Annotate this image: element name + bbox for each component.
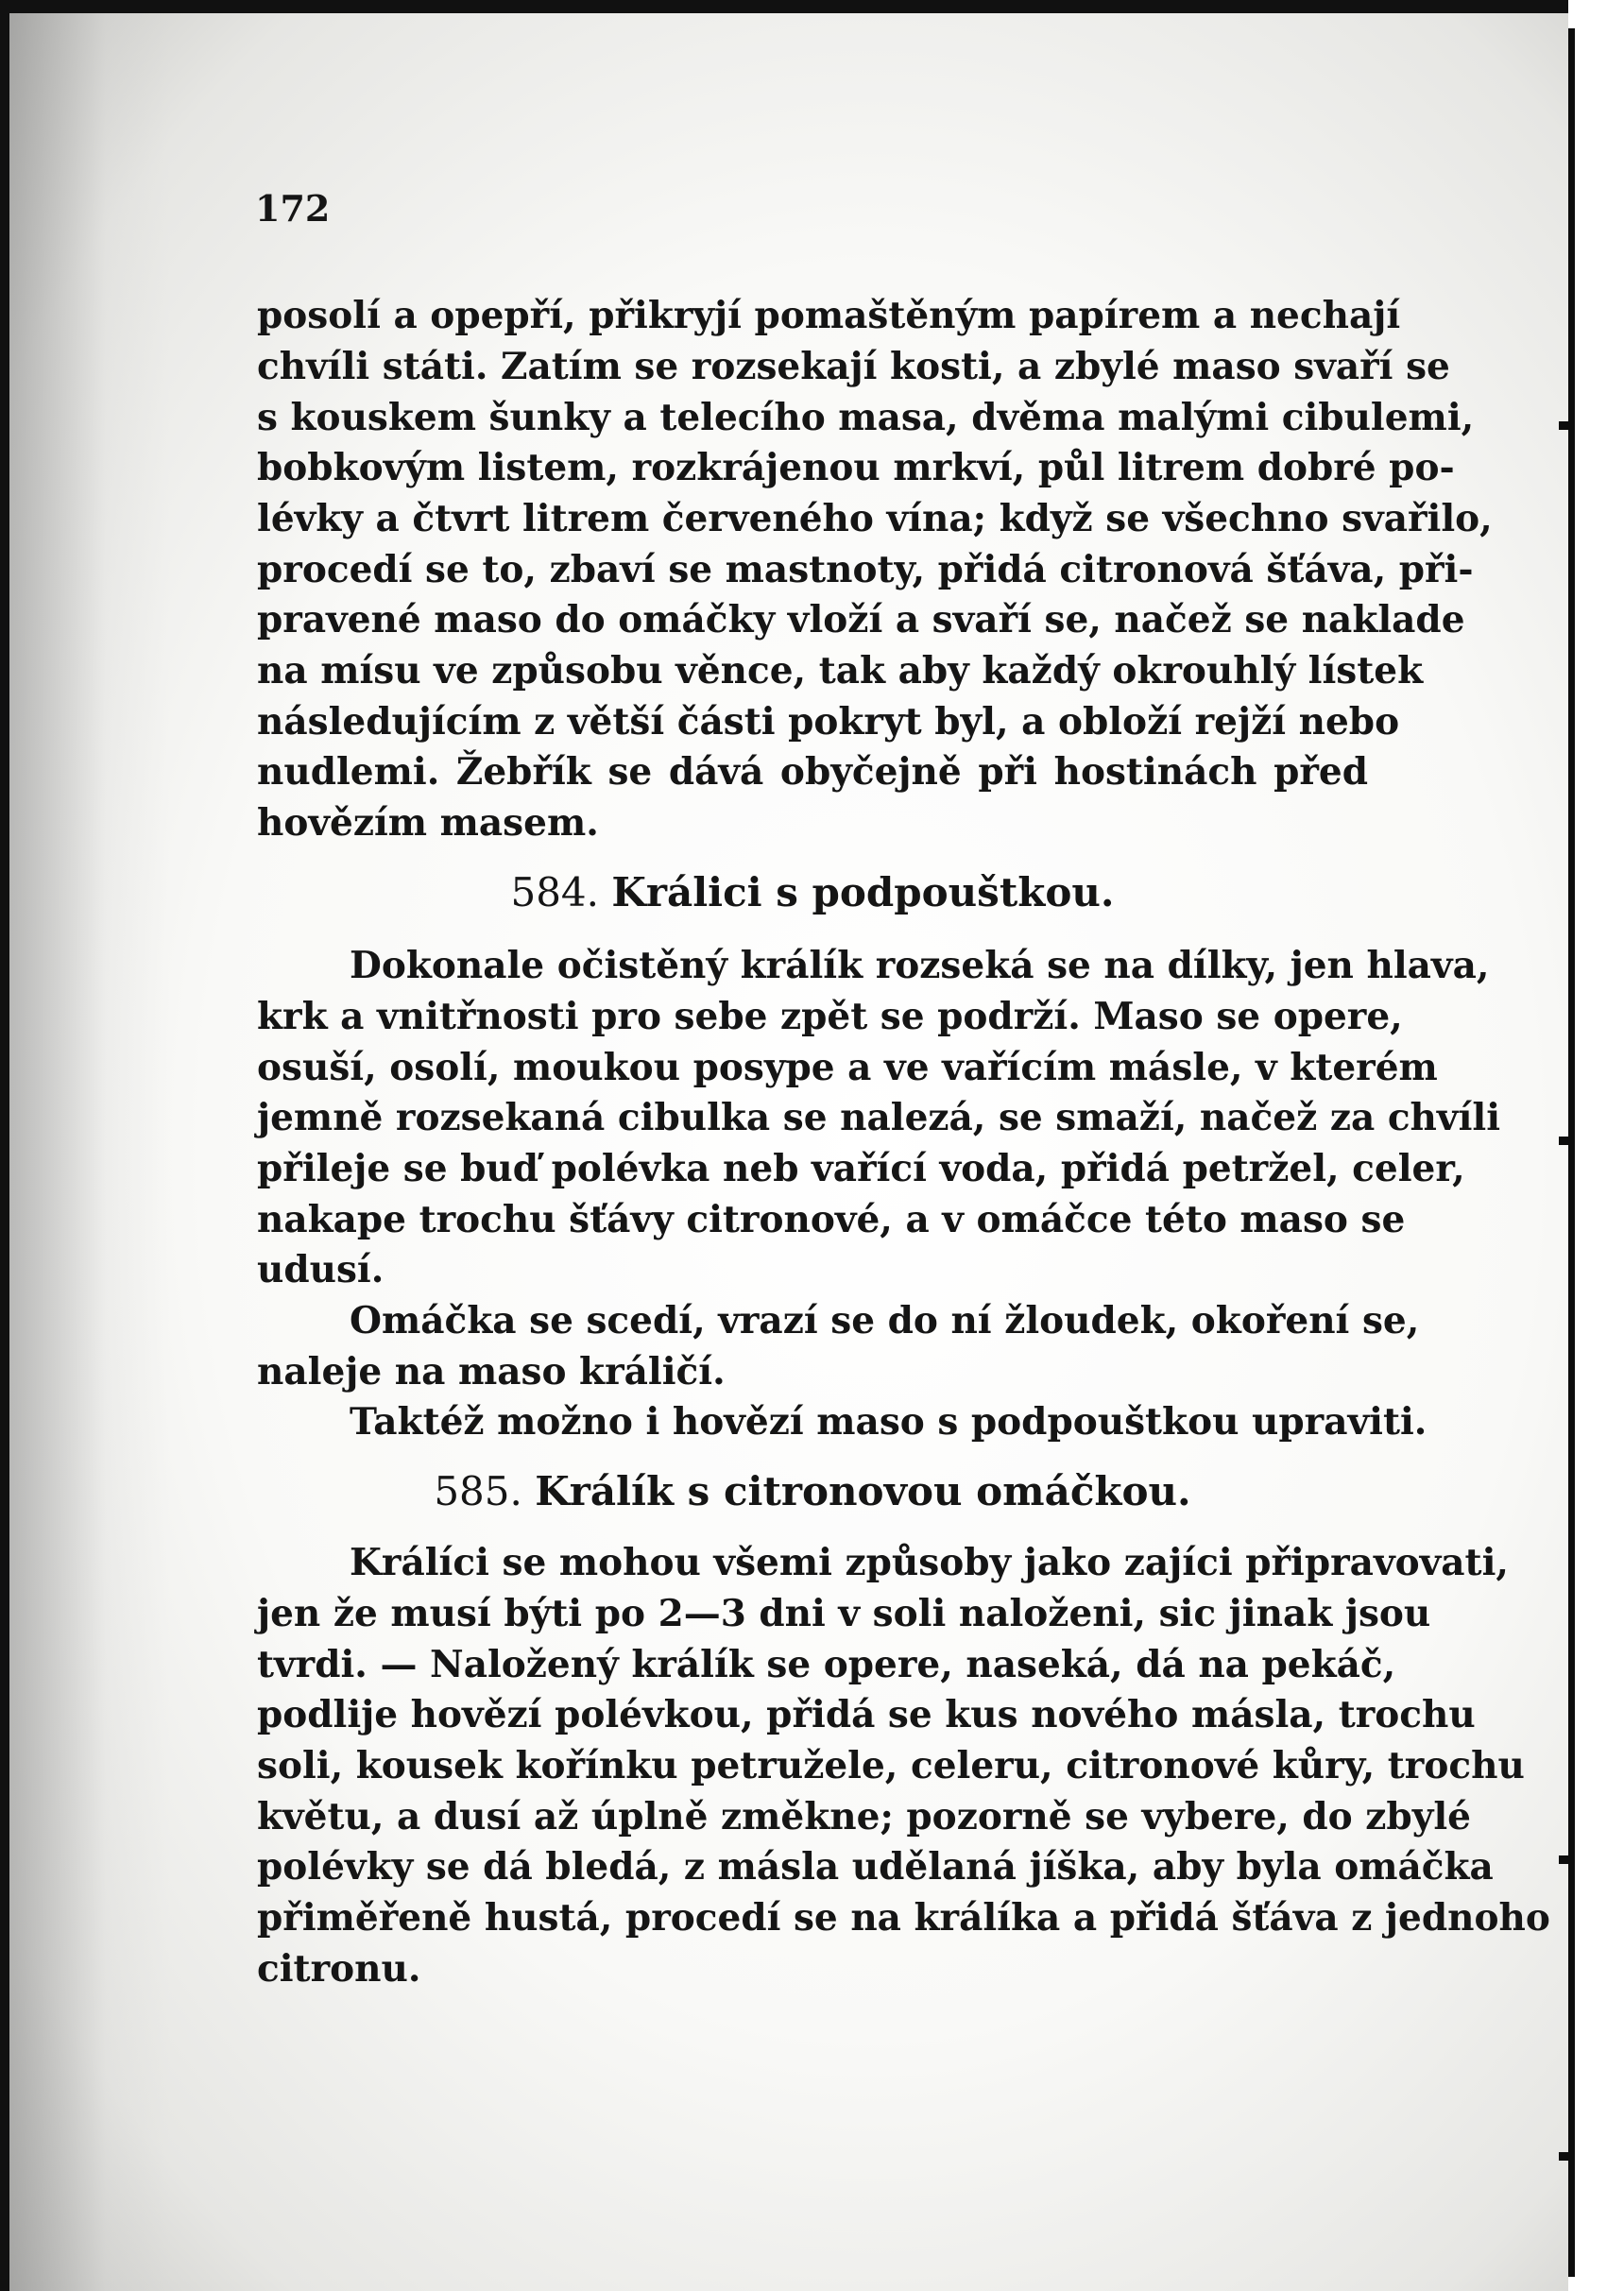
- binding-edge-line: [1568, 28, 1575, 2277]
- page-edge: [1568, 0, 1624, 2291]
- text-line: Omáčka se scedí, vrazí se do ní žloudek, okoření se,: [350, 1299, 1420, 1342]
- text-line: hovězím masem.: [257, 801, 599, 845]
- text-line: přileje se buď polévka neb vařící voda, přidá petržel, celer,: [257, 1147, 1465, 1190]
- text-line: s kouskem šunky a telecího masa, dvěma malými cibulemi,: [257, 396, 1475, 439]
- page-shadow: [9, 13, 170, 2291]
- text-line: následujícím z větší části pokryt byl, a obloží rejží nebo: [257, 700, 1400, 744]
- text-line: přiměřeně hustá, procedí se na králíka a přidá šťáva z jednoho: [257, 1896, 1550, 1940]
- recipe-title: Králík s citronovou omáčkou.: [535, 1468, 1191, 1514]
- recipe-number: 585.: [434, 1468, 522, 1514]
- text-line: polévky se dá bledá, z másla udělaná jíška, aby byla omáčka: [257, 1845, 1494, 1889]
- text-line: lévky a čtvrt litrem červeného vína; když se všechno svařilo,: [257, 497, 1493, 540]
- recipe-heading-584: [257, 864, 1368, 921]
- page-number: 172: [255, 187, 331, 230]
- recipe-title: Králici s podpouštkou.: [611, 869, 1115, 915]
- text-line: udusí.: [257, 1248, 385, 1291]
- text-line: Dokonale očistěný králík rozseká se na dílky, jen hlava,: [350, 944, 1490, 987]
- text-line: chvíli státi. Zatím se rozsekají kosti, a zbylé maso svaří se: [257, 345, 1450, 388]
- text-line: pravené maso do omáčky vloží a svaří se, načež se naklade: [257, 598, 1465, 641]
- text-line: jen že musí býti po 2—3 dni v soli naloženi, sic jinak jsou: [257, 1592, 1431, 1635]
- text-line: bobkovým listem, rozkrájenou mrkví, půl litrem dobré po-: [257, 446, 1455, 489]
- text-line: podlije hovězí polévkou, přidá se kus nového másla, trochu: [257, 1693, 1476, 1736]
- text-line: posolí a opepří, přikryjí pomaštěným papírem a nechají: [257, 294, 1401, 337]
- text-line: krk a vnitřnosti pro sebe zpět se podrží. Maso se opere,: [257, 995, 1403, 1038]
- text-line: naleje na maso králičí.: [257, 1350, 726, 1393]
- text-line: Taktéž možno i hovězí maso s podpouštkou upraviti.: [350, 1400, 1427, 1444]
- text-line: osuší, osolí, moukou posype a ve vařícím másle, v kterém: [257, 1046, 1438, 1089]
- edge-mark: [1559, 421, 1574, 430]
- text-line: procedí se to, zbaví se mastnoty, přidá citronová šťáva, při-: [257, 548, 1474, 591]
- text-line: nakape trochu šťávy citronové, a v omáčce této maso se: [257, 1198, 1406, 1241]
- text-line: nudlemi. Žebřík se dává obyčejně při hostinách před: [257, 750, 1368, 794]
- text-line: květu, a dusí až úplně změkne; pozorně se vybere, do zbylé: [257, 1795, 1471, 1838]
- text-line: soli, kousek kořínku petružele, celeru, citronové kůry, trochu: [257, 1744, 1525, 1787]
- text-line: jemně rozsekaná cibulka se nalezá, se smaží, načež za chvíli: [257, 1096, 1501, 1139]
- edge-mark: [1559, 2152, 1574, 2161]
- edge-mark: [1559, 1137, 1574, 1145]
- text-line: tvrdi. — Naložený králík se opere, naseká, dá na pekáč,: [257, 1643, 1396, 1686]
- text-line: citronu.: [257, 1947, 421, 1991]
- recipe-number: 584.: [510, 869, 599, 915]
- text-line: Králíci se mohou všemi způsoby jako zajíci připravovati,: [350, 1541, 1509, 1584]
- text-line: na mísu ve způsobu věnce, tak aby každý okrouhlý lístek: [257, 649, 1424, 692]
- edge-mark: [1559, 1855, 1574, 1864]
- recipe-heading-585: [257, 1463, 1368, 1520]
